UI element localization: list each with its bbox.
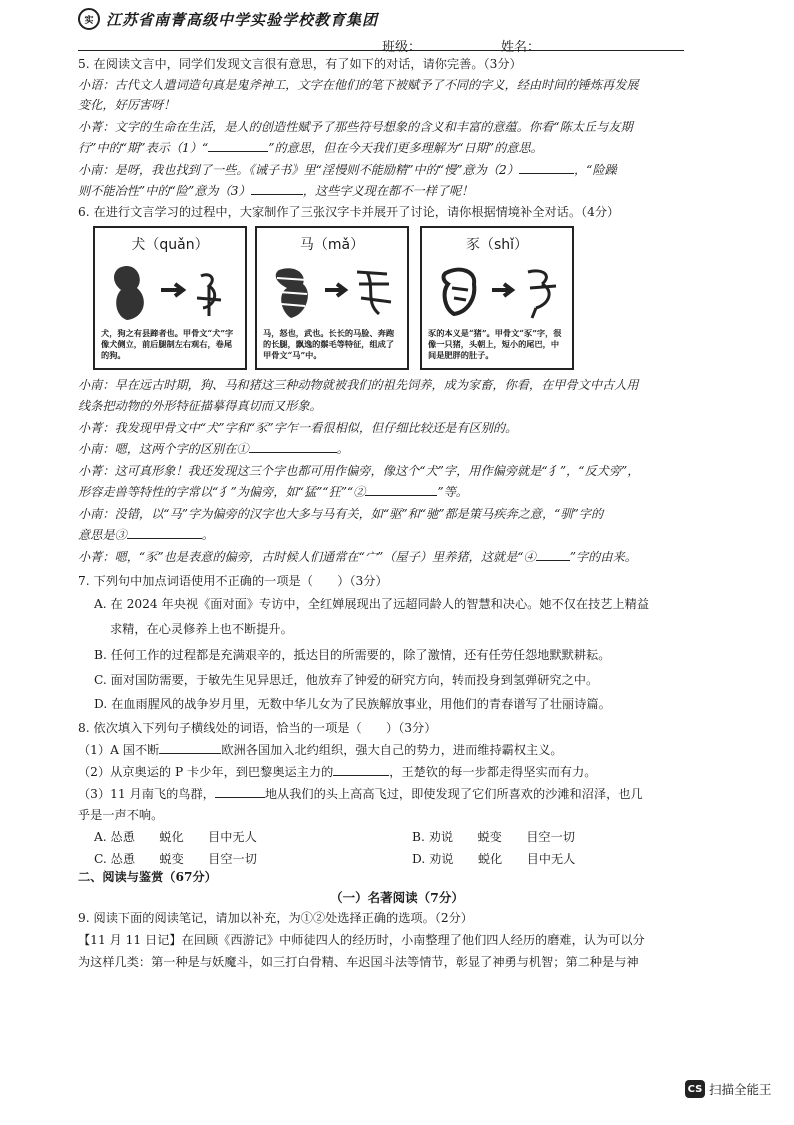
q6-text: 意思是③ <box>78 528 127 542</box>
q5-line: 小语：古代文人遣词造句真是鬼斧神工，文字在他们的笔下被赋予了不同的字义，经由时间的锤炼再发展 <box>78 78 639 92</box>
q7-option-c: C. 面对国防需要，于敏先生见异思迁，他放弃了钟爱的研究方向，转而投身到氢弹研究之中。 <box>94 673 599 687</box>
q5-line: 变化，好厉害呀！ <box>78 98 176 112</box>
school-name: 江苏省南菁高级中学实验学校教育集团 <box>106 10 379 29</box>
section-2-subtitle: （一）名著阅读（7分） <box>330 890 464 905</box>
q7-stem: 7. 下列句中加点词语使用不正确的一项是（ ）（3分） <box>78 574 388 588</box>
q6-blank-4[interactable] <box>536 560 570 561</box>
q8-text: （2）从京奥运的 P 卡少年，到巴黎奥运主力的 <box>78 765 334 779</box>
q8-text: （1）A 国不断 <box>78 743 160 757</box>
card-title: 豕（shǐ） <box>465 237 529 253</box>
q6-dialog <box>78 484 468 500</box>
q9-note: 为这样几类：第一种是与妖魔斗，如三打白骨精、车迟国斗法等情节，彰显了神勇与机智；第二种是与神 <box>78 955 639 969</box>
header-divider <box>78 50 684 51</box>
q6-dialog <box>78 549 637 565</box>
q5-line <box>78 140 543 156</box>
name-label: 姓名： <box>501 40 541 55</box>
student-info-line <box>382 36 540 55</box>
scanner-watermark <box>685 1080 772 1098</box>
card-title: 犬（quǎn） <box>131 237 209 253</box>
school-header <box>78 6 378 32</box>
q6-dialog <box>78 527 214 543</box>
school-logo-icon: 实 <box>78 8 100 30</box>
section-2-title: 二、阅读与鉴赏（67分） <box>78 870 217 884</box>
q5-line: 小菁：文字的生命在生活，是人的创造性赋予了那些符号想象的含义和丰富的意蕴。你看“陈太丘与友期 <box>78 120 633 134</box>
camscanner-logo-icon: CS <box>685 1080 705 1098</box>
oracle-pig-illustration <box>432 258 566 326</box>
q5-text: ”的意思，但在今天我们更多理解为“日期”的意思。 <box>268 141 543 155</box>
q5-line <box>78 183 473 199</box>
card-title: 马（mǎ） <box>299 237 365 253</box>
q7-option-a: A. 在 2024 年央视《面对面》专访中，全红婵展现出了远超同龄人的智慧和决心。她不仅在技艺上精益 <box>94 597 650 611</box>
q6-dialog: 小南：没错，以“马”字为偏旁的汉字也大多与马有关，如“驱”和“驰”都是策马疾奔之意，“驯”字的 <box>78 507 604 521</box>
oracle-dog-illustration <box>105 258 239 326</box>
q5-text: ，这些字义现在都不一样了呢！ <box>302 184 474 198</box>
q8-stem: 8. 依次填入下列句子横线处的词语，恰当的一项是（ ）（3分） <box>78 721 437 735</box>
card-caption: 马，怒也，武也。长长的马脸、奔跑的长腿，飘逸的鬃毛等特征，组成了甲骨文“马”中。 <box>263 328 395 360</box>
q6-dialog: 小南：早在远古时期，狗、马和猪这三种动物就被我们的祖先饲养，成为家畜，你看，在甲骨文中古人用 <box>78 378 639 392</box>
q5-text: 行”中的“期”表示（1）“ <box>78 141 209 155</box>
q8-sentence-1 <box>78 742 563 758</box>
q5-text: 则不能冶性”中的“险”意为（3） <box>78 184 251 198</box>
q8-option-d[interactable]: D. 劝说 蜕化 目中无人 <box>412 852 576 866</box>
watermark-text: 扫描全能王 <box>709 1082 772 1097</box>
q6-stem: 6. 在进行文言学习的过程中，大家制作了三张汉字卡并展开了讨论，请你根据情境补全对话。（4分） <box>78 205 620 219</box>
q8-blank-3[interactable] <box>215 797 265 798</box>
q5-text: 小南：是呀，我也找到了一些。《诫子书》里“淫慢则不能励精”中的“慢”意为（2） <box>78 163 519 177</box>
q5-blank-3[interactable] <box>251 194 303 195</box>
q5-blank-1[interactable] <box>208 151 268 152</box>
class-label: 班级： <box>382 40 422 55</box>
q5-blank-2[interactable] <box>519 173 574 174</box>
q7-option-a-cont: 求精，在心灵修养上也不断提升。 <box>110 622 293 636</box>
char-card-shi <box>420 226 574 370</box>
q8-text: 地从我们的头上高高飞过，即使发现了它们所喜欢的沙滩和沼泽，也几 <box>264 787 643 801</box>
card-caption: 豕的本义是“猪”。甲骨文“豕”字，很像一只猪，头朝上，短小的尾巴，中间是肥胖的肚子。 <box>428 328 562 360</box>
q8-sentence-3-cont: 乎是一声不响。 <box>78 808 164 822</box>
q9-note: 【11 月 11 日记】在回顾《西游记》中师徒四人的经历时，小南整理了他们四人经历的磨难，认为可以分 <box>78 933 645 947</box>
q5-text: ，“险躁 <box>573 163 617 177</box>
card-caption: 犬，狗之有县蹄者也。甲骨文“犬”字像犬侧立，前后腿制左右观右，卷尾的狗。 <box>101 328 234 360</box>
q6-dialog: 小菁：这可真形象！我还发现这三个字也都可用作偏旁，像这个“犬”字，用作偏旁就是“犭”，“反犬旁”， <box>78 464 640 478</box>
q8-sentence-2 <box>78 764 596 780</box>
q6-text: ”字的由来。 <box>569 550 637 564</box>
q8-option-a[interactable]: A. 怂恿 蜕化 目中无人 <box>94 830 257 844</box>
q8-text: ，王楚钦的每一步都走得坚实而有力。 <box>389 765 597 779</box>
q8-text: （3）11 月南飞的鸟群， <box>78 787 215 801</box>
q6-text: 。 <box>336 442 349 456</box>
oracle-horse-illustration <box>267 258 401 326</box>
q6-dialog: 小菁：我发现甲骨文中“犬”字和“豕”字乍一看很相似，但仔细比较还是有区别的。 <box>78 421 518 435</box>
q8-blank-1[interactable] <box>159 753 221 754</box>
q8-blank-2[interactable] <box>333 775 389 776</box>
q6-blank-2[interactable] <box>365 495 437 496</box>
q6-blank-1[interactable] <box>249 452 337 453</box>
q6-text: 形容走兽等特性的字常以“犭”为偏旁，如“猛”“狂”“② <box>78 485 366 499</box>
q6-text: 小南：嗯，这两个字的区别在① <box>78 442 249 456</box>
q6-text: ”等。 <box>437 485 468 499</box>
char-card-ma <box>255 226 409 370</box>
q7-option-b: B. 任何工作的过程都是充满艰辛的，抵达目的所需要的，除了激情，还有任劳任怨地默默耕耘。 <box>94 648 611 662</box>
q8-option-b[interactable]: B. 劝说 蜕变 目空一切 <box>412 830 575 844</box>
q7-option-d: D. 在血雨腥风的战争岁月里，无数中华儿女为了民族解放事业，用他们的青春谱写了壮丽诗篇。 <box>94 697 611 711</box>
q6-blank-3[interactable] <box>127 538 202 539</box>
q6-text: 小菁：嗯，“豕”也是表意的偏旁，古时候人们通常在“宀”（屋子）里养猪，这就是“④ <box>78 550 536 564</box>
q8-text: 欧洲各国加入北约组织，强大自己的势力，进而维持霸权主义。 <box>221 743 563 757</box>
q5-stem: 5. 在阅读文言中，同学们发现文言很有意思，有了如下的对话，请你完善。（3分） <box>78 57 522 71</box>
q8-sentence-3 <box>78 786 643 802</box>
q8-option-c[interactable]: C. 怂恿 蜕变 目空一切 <box>94 852 257 866</box>
q5-line <box>78 162 617 178</box>
char-card-quan <box>93 226 247 370</box>
q6-dialog: 线条把动物的外形特征描摹得真切而又形象。 <box>78 399 322 413</box>
q6-text: 。 <box>201 528 214 542</box>
q9-stem: 9. 阅读下面的阅读笔记，请加以补充，为①②处选择正确的选项。（2分） <box>78 911 473 925</box>
q6-dialog <box>78 441 349 457</box>
